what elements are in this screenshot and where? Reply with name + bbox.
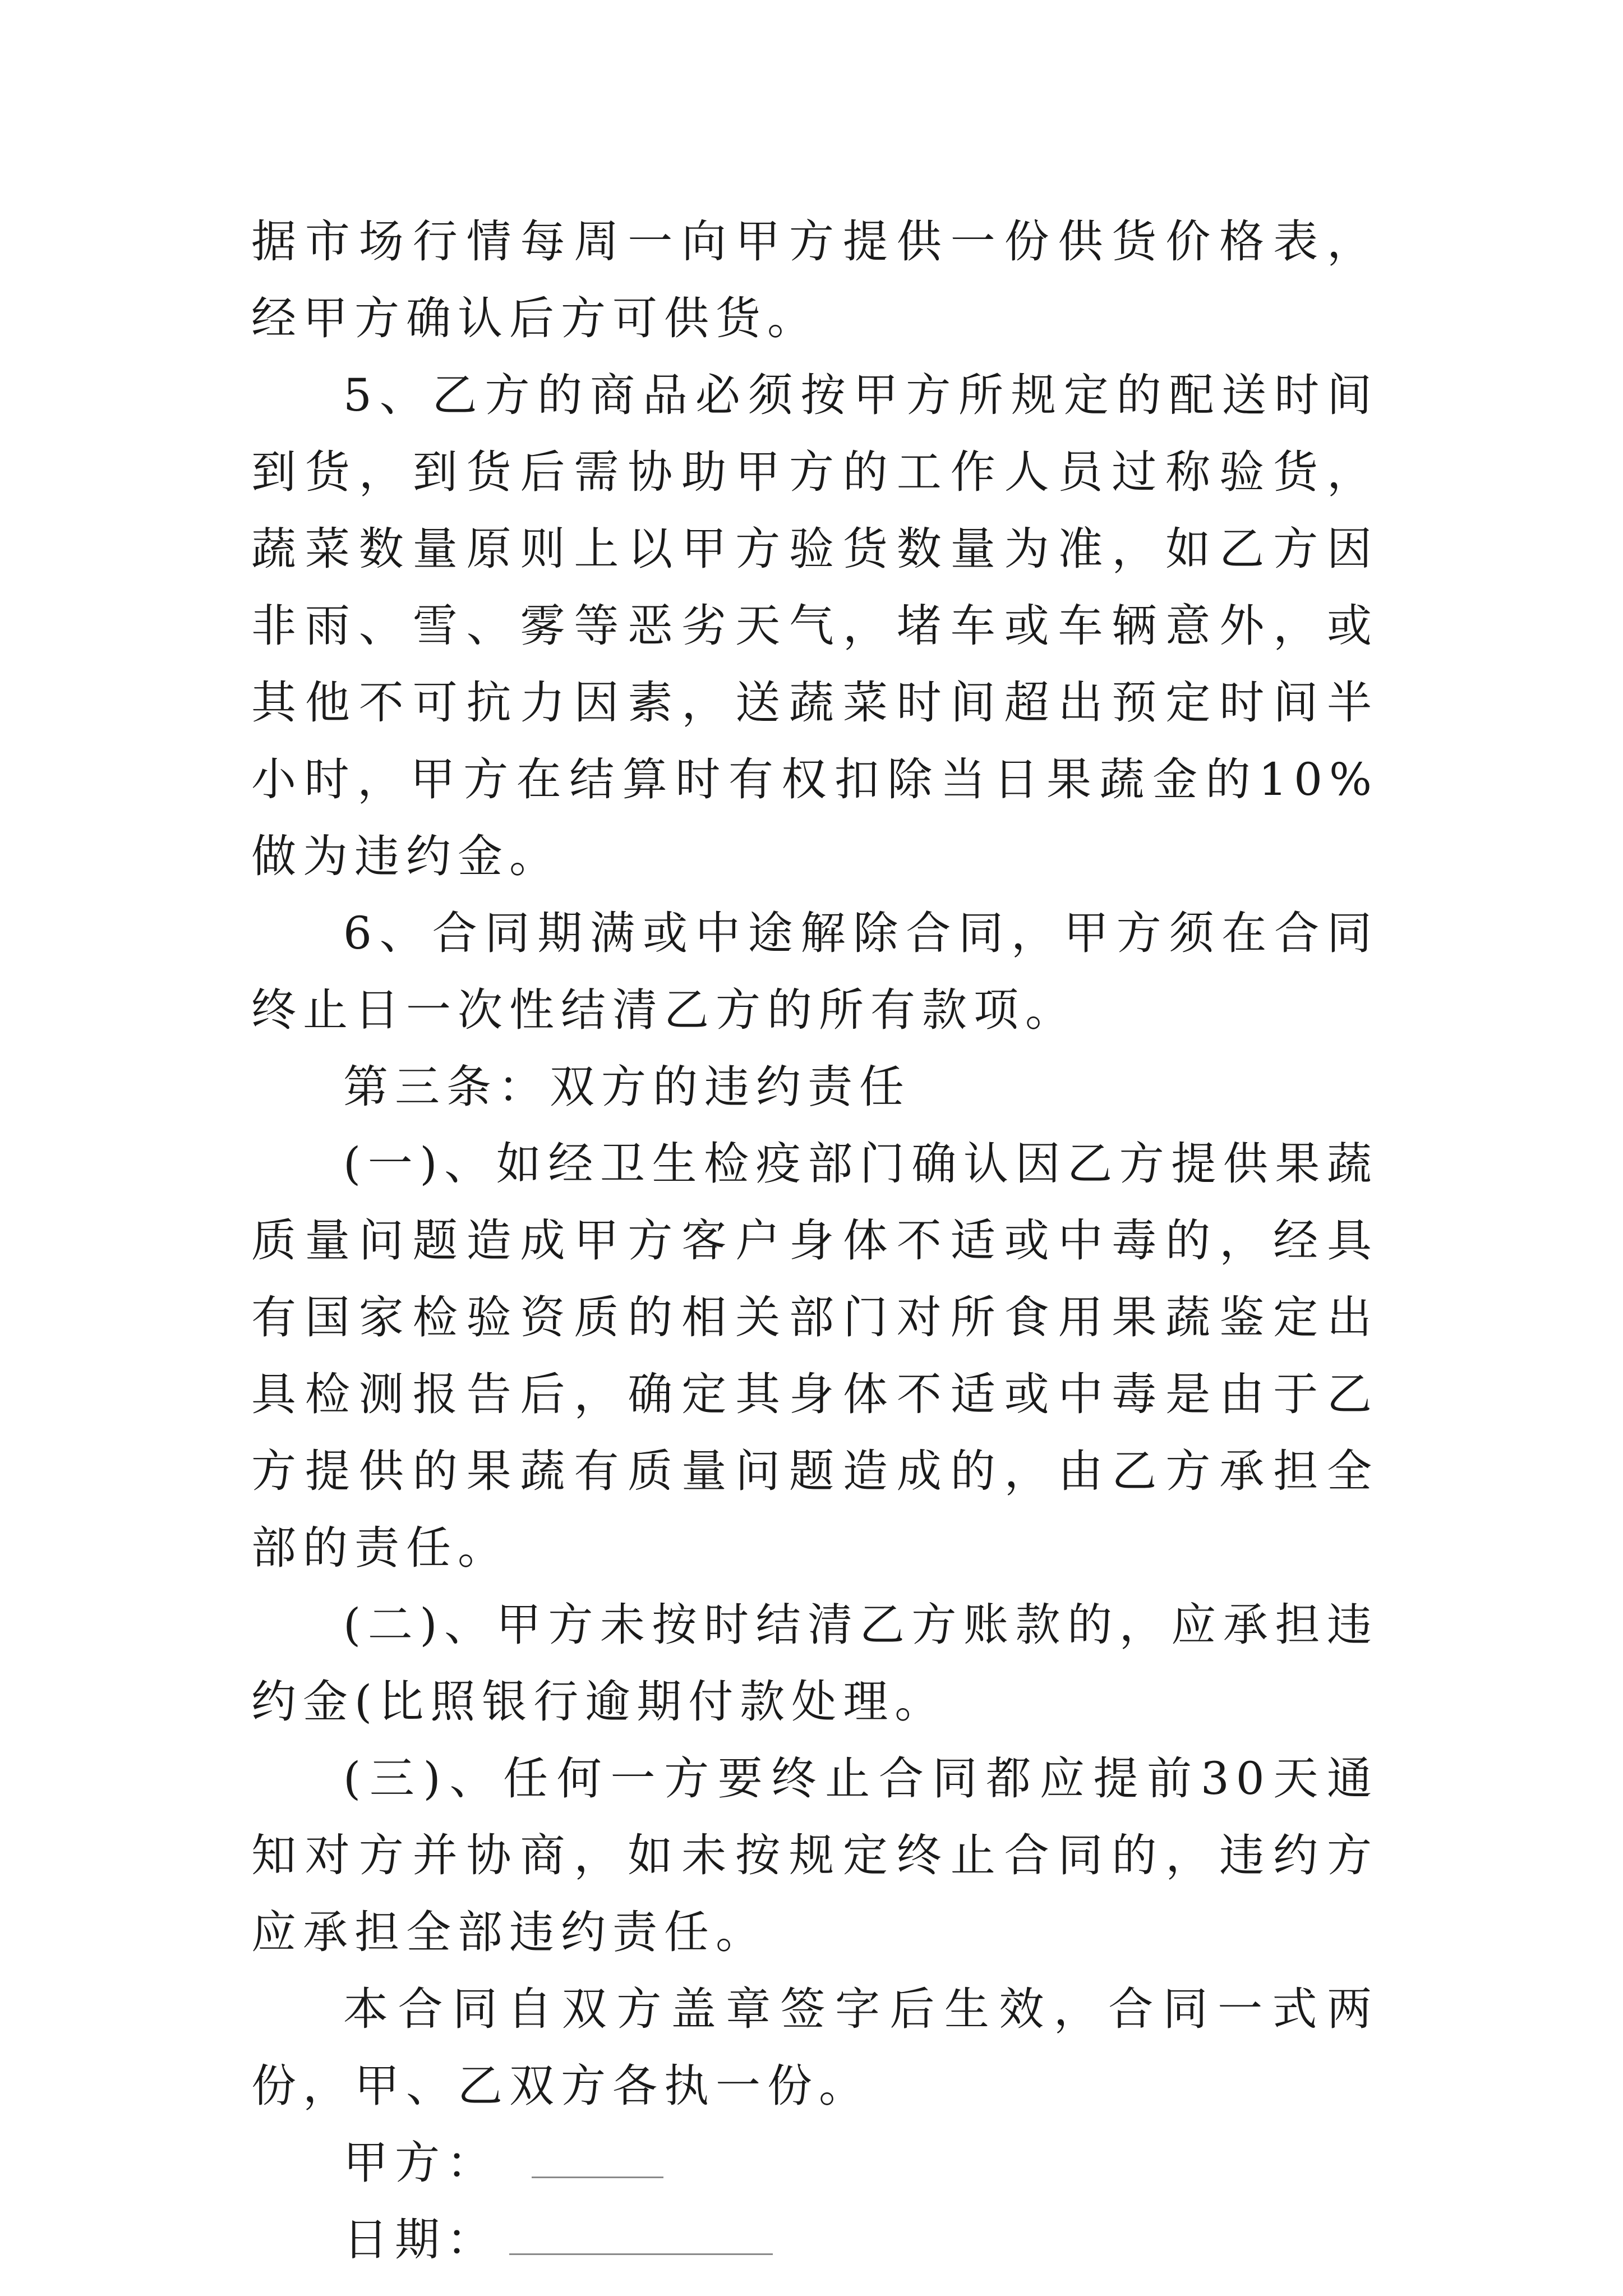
paragraph-breach-1-quality: (一)、如经卫生检疫部门确认因乙方提供果蔬质量问题造成甲方客户身体不适或中毒的，经具有国家检验资质的相关部门对所食用果蔬鉴定出具检测报告后，确定其身体不适或中毒是由于乙方提供的果蔬有质量问题造成的，由乙方承担全部的责任。: [251, 1138, 1378, 1574]
signature-party-a-line: [251, 2124, 1378, 2201]
paragraph-clause-5-delivery: 5、乙方的商品必须按甲方所规定的配送时间到货，到货后需协助甲方的工作人员过称验货，蔬菜数量原则上以甲方验货数量为准，如乙方因非雨、雪、雾等恶劣天气，堵车或车辆意外，或其他不可抗力因素，送蔬菜时间超出预定时间半小时，甲方在结算时有权扣除当日果蔬金的10%做为违约金。: [251, 369, 1378, 882]
paragraph-supply-price: 据市场行情每周一向甲方提供一份供货价格表，经甲方确认后方可供货。: [251, 215, 1378, 344]
paragraph-clause-6-settlement: 6、合同期满或中途解除合同，甲方须在合同终止日一次性结清乙方的所有款项。: [251, 907, 1378, 1036]
document-body: [251, 203, 1378, 2278]
paragraph-breach-2-payment: (二)、甲方未按时结清乙方账款的，应承担违约金(比照银行逾期付款处理。: [251, 1599, 1378, 1728]
party-a-label: 甲方：: [343, 2137, 498, 2189]
date-blank[interactable]: [509, 2220, 773, 2255]
paragraph-breach-3-termination: (三)、任何一方要终止合同都应提前30天通知对方并协商，如未按规定终止合同的，违约方应承担全部违约责任。: [251, 1752, 1378, 1958]
date-label: 日期：: [343, 2214, 498, 2266]
party-a-signature-blank[interactable]: [532, 2143, 663, 2178]
paragraph-effectiveness: 本合同自双方盖章签字后生效，合同一式两份，甲、乙双方各执一份。: [251, 1983, 1378, 2112]
signature-date-line: [251, 2201, 1378, 2278]
section-heading-article-3: 第三条：双方的违约责任: [343, 1061, 911, 1113]
